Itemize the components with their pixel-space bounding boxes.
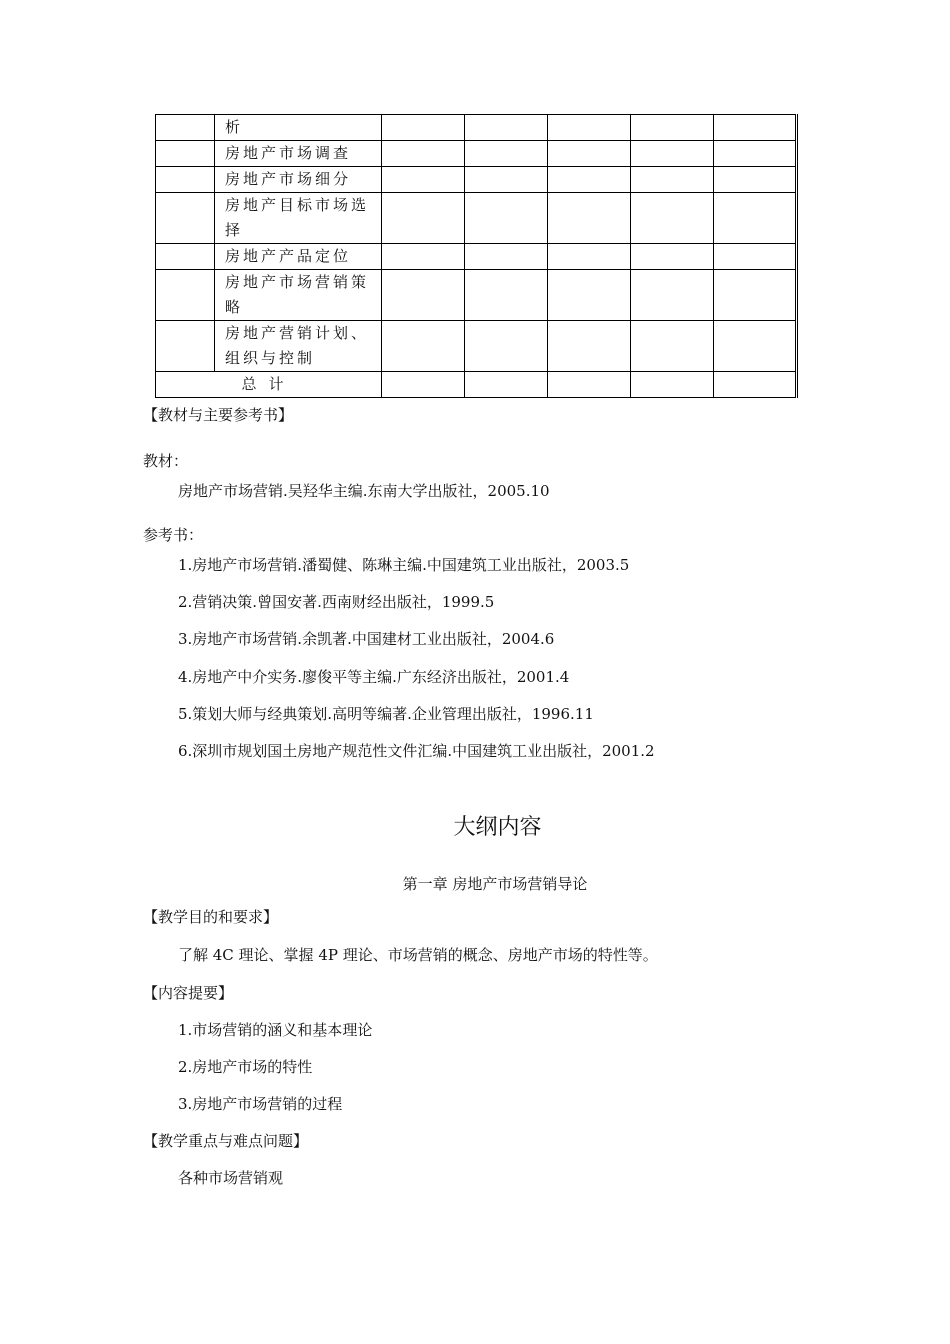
reference-item: 3.房地产市场营销.余凯著.中国建材工业出版社，2004.6 [178, 630, 555, 648]
content-item: 1.市场营销的涵义和基本理论 [178, 1021, 373, 1039]
table-cell [714, 321, 797, 372]
table-cell [465, 372, 548, 398]
table-cell [465, 141, 548, 167]
table-cell [548, 141, 631, 167]
table-cell [382, 193, 465, 244]
table-cell [631, 270, 714, 321]
content-heading: 【内容提要】 [143, 984, 234, 1002]
table-cell [631, 372, 714, 398]
outline-title: 大纲内容 [453, 815, 542, 840]
table-cell [714, 141, 797, 167]
table-cell [631, 141, 714, 167]
table-cell [156, 141, 215, 167]
table-cell [156, 115, 215, 141]
table-cell [714, 372, 797, 398]
table-cell [382, 141, 465, 167]
table-cell [548, 167, 631, 193]
table-cell [548, 270, 631, 321]
table-cell-topic: 析 [215, 115, 382, 141]
table-cell [548, 244, 631, 270]
table-cell [548, 372, 631, 398]
class-hours-table [155, 114, 798, 398]
table-row [156, 270, 797, 321]
table-cell [465, 167, 548, 193]
table-total-label: 总计 [156, 372, 382, 398]
objectives-heading: 【教学目的和要求】 [143, 908, 279, 926]
table-cell-topic: 房地产市场营销策略 [215, 270, 382, 321]
table-cell [465, 193, 548, 244]
table-cell [631, 193, 714, 244]
table-cell [465, 244, 548, 270]
table-cell [714, 244, 797, 270]
table-cell [156, 167, 215, 193]
table-cell [714, 270, 797, 321]
textbook-label: 教材： [143, 452, 189, 470]
table-cell [548, 115, 631, 141]
table-row-total [156, 372, 797, 398]
table-cell-topic: 房地产目标市场选择 [215, 193, 382, 244]
table-cell [382, 270, 465, 321]
table-cell [465, 321, 548, 372]
table-cell [631, 244, 714, 270]
table-cell [465, 115, 548, 141]
table-cell [714, 193, 797, 244]
table-cell-topic: 房地产产品定位 [215, 244, 382, 270]
table-cell [548, 193, 631, 244]
table-row [156, 321, 797, 372]
reference-item: 2.营销决策.曾国安著.西南财经出版社，1999.5 [178, 593, 495, 611]
table-row [156, 167, 797, 193]
reference-item: 6.深圳市规划国土房地产规范性文件汇编.中国建筑工业出版社，2001.2 [178, 742, 655, 760]
table-row [156, 244, 797, 270]
objectives-text: 了解 4C 理论、掌握 4P 理论、市场营销的概念、房地产市场的特性等。 [178, 946, 658, 964]
content-item: 3.房地产市场营销的过程 [178, 1095, 343, 1113]
table-cell-topic: 房地产营销计划、组织与控制 [215, 321, 382, 372]
table-row [156, 141, 797, 167]
table-row [156, 193, 797, 244]
table-cell [382, 372, 465, 398]
table-cell [382, 321, 465, 372]
table-cell-topic: 房地产市场调查 [215, 141, 382, 167]
reference-item: 4.房地产中介实务.廖俊平等主编.广东经济出版社，2001.4 [178, 668, 570, 686]
table-cell [156, 193, 215, 244]
key-points-text: 各种市场营销观 [178, 1169, 284, 1187]
table-cell [631, 167, 714, 193]
table-cell [382, 167, 465, 193]
table-cell [714, 115, 797, 141]
table-cell [382, 115, 465, 141]
table-cell-topic: 房地产市场细分 [215, 167, 382, 193]
table-cell [156, 321, 215, 372]
table-cell [156, 270, 215, 321]
textbooks-heading: 【教材与主要参考书】 [143, 406, 294, 424]
table-cell [714, 167, 797, 193]
table-cell [631, 115, 714, 141]
key-points-heading: 【教学重点与难点问题】 [143, 1132, 309, 1150]
table-cell [548, 321, 631, 372]
references-label: 参考书： [143, 526, 204, 544]
table-row [156, 115, 797, 141]
table-cell [382, 244, 465, 270]
table-cell [156, 244, 215, 270]
table-cell [631, 321, 714, 372]
reference-item: 5.策划大师与经典策划.高明等编著.企业管理出版社，1996.11 [178, 705, 594, 723]
chapter-title: 第一章 房地产市场营销导论 [402, 875, 588, 893]
content-item: 2.房地产市场的特性 [178, 1058, 313, 1076]
reference-item: 1.房地产市场营销.潘蜀健、陈琳主编.中国建筑工业出版社，2003.5 [178, 556, 630, 574]
table-cell [465, 270, 548, 321]
textbook-entry: 房地产市场营销.吴羟华主编.东南大学出版社，2005.10 [178, 482, 550, 500]
